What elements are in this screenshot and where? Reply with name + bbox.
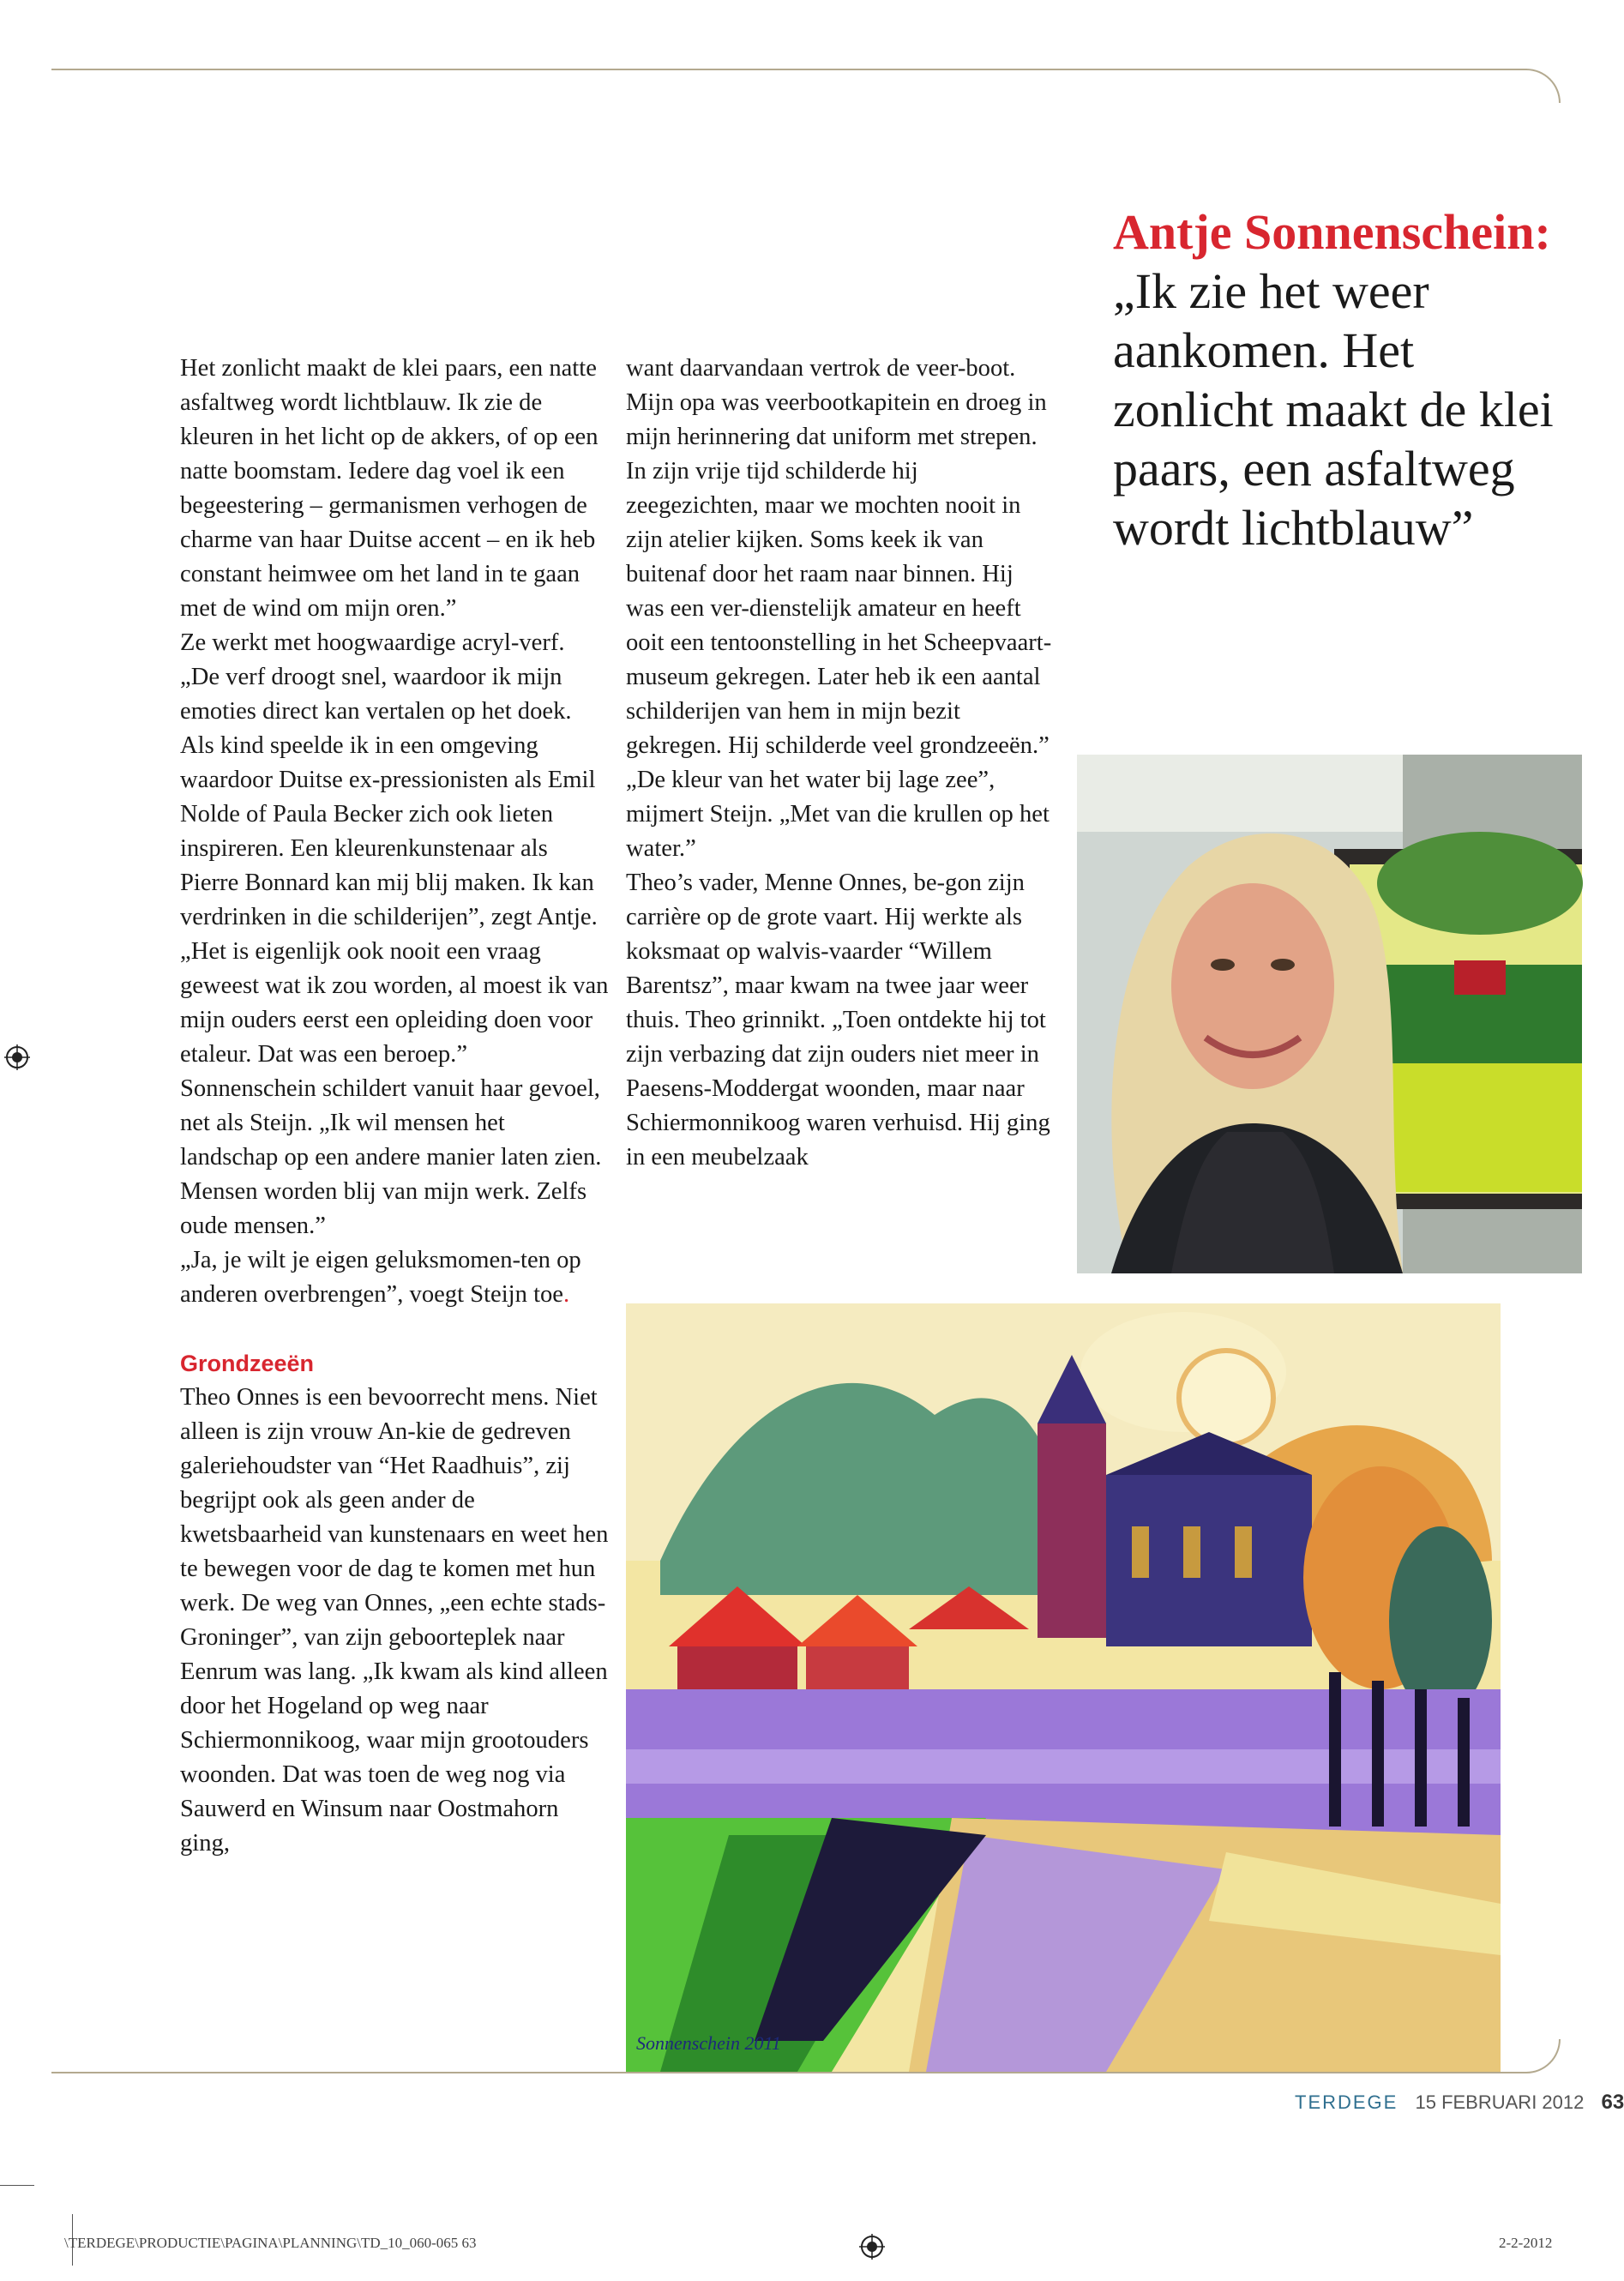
paragraph: Theo Onnes is een bevoorrecht mens. Niet alleen is zijn vrouw An-kie de gedreven galeriehoudster van “Het Raadhuis”, zij begrijpt ook als geen ander de kwetsbaarheid van kunstenaars en weet hen te bewegen voor de dag te komen met hun werk. De weg van Onnes, „een echte stads-Groninger”, van zijn geboorteplek naar Eenrum was lang. „Ik kwam als kind alleen door het Hogeland op weg naar Schiermonnikoog, waar mijn grootouders woonden. Dat was toen de weg nog via Sauwerd en Winsum naar Oostmahorn ging, [180, 1384, 609, 1857]
paragraph [180, 1243, 609, 1312]
pull-quote [1113, 202, 1576, 557]
paragraph: Theo’s vader, Menne Onnes, be-gon zijn carrière op de grote vaart. Hij werkte als koksmaat op walvis-vaarder “Willem Barentsz”, maar kwam na twee jaar weer thuis. Theo grinnikt. „Toen ontdekte hij tot zijn verbazing dat zijn ouders niet meer in Paesens-Moddergat woonden, maar naar Schiermonnikoog waren verhuisd. Hij ging in een meubelzaak [626, 870, 1050, 1171]
crop-mark [0, 2185, 34, 2186]
portrait-photo [1077, 755, 1582, 1273]
print-slug-path: \TERDEGE\PRODUCTIE\PAGINA\PLANNING\TD_10_060-065 63 [64, 2235, 477, 2251]
issue-date: 15 FEBRUARI 2012 [1415, 2091, 1585, 2113]
paragraph: want daarvandaan vertrok de veer-boot. Mijn opa was veerbootkapitein en droeg in mijn herinnering dat uniform met strepen. In zijn vrije tijd schilderde hij zeegezichten, maar we mochten nooit in zijn atelier kijken. Soms keek ik van buitenaf door het raam naar binnen. Hij was een ver-dienstelijk amateur en heeft ooit een tentoonstelling in het Scheepvaart-museum gekregen. Later heb ik een aantal schilderijen van hem in mijn bezit gekregen. Hij schilderde veel grondzeeën.” [626, 355, 1052, 759]
section-subhead: Grondzeeën [180, 1351, 315, 1376]
registration-mark-icon [4, 1044, 30, 1070]
paragraph: „De kleur van het water bij lage zee”, mijmert Steijn. „Met van die krullen op het water.” [626, 767, 1050, 862]
registration-mark-icon [859, 2234, 885, 2260]
painting-signature: Sonnenschein 2011 [636, 2032, 781, 2054]
top-frame-rule [51, 69, 1561, 103]
paragraph: Sonnenschein schildert vanuit haar gevoel, net als Steijn. „Ik wil mensen het landschap op een andere manier laten zien. Mensen worden blij van mijn werk. Zelfs oude mensen.” [180, 1075, 602, 1239]
paragraph: Het zonlicht maakt de klei paars, een natte asfaltweg wordt lichtblauw. Ik zie de kleuren in het licht op de akkers, of op een natte boomstam. Iedere dag voel ik een begeestering – germanismen verhogen de charme van haar Duitse accent – en ik heb constant heimwee om het land in te gaan met de wind om mijn oren.” [180, 355, 598, 622]
pull-quote-text: „Ik zie het weer aankomen. Het zonlicht maakt de klei paars, een asfaltweg wordt lichtblauw” [1113, 263, 1554, 556]
page-number: 63 [1601, 2091, 1624, 2114]
print-slug-date: 2-2-2012 [1499, 2235, 1553, 2251]
pull-quote-name: Antje Sonnenschein: [1113, 204, 1551, 260]
end-mark: . [563, 1281, 570, 1308]
magazine-name: TERDEGE [1295, 2091, 1398, 2113]
painting-illustration [626, 1303, 1501, 2072]
paragraph: Ze werkt met hoogwaardige acryl-verf. „De verf droogt snel, waardoor ik mijn emoties direct kan vertalen op het doek. Als kind speelde ik in een omgeving waardoor Duitse ex-pressionisten als Emil Nolde of Paula Becker zich ook lieten inspireren. Een kleurenkunstenaar als Pierre Bonnard kan mij blij maken. Ik kan verdrinken in die schilderijen”, zegt Antje. „Het is eigenlijk ook nooit een vraag geweest wat ik zou worden, al moest ik van mijn ouders eerst een opleiding doen voor etaleur. Dat was een beroep.” [180, 629, 609, 1068]
article-column-1 [180, 352, 609, 1861]
page-footer [1295, 2091, 1624, 2115]
paragraph-text: „Ja, je wilt je eigen geluksmomen-ten op anderen overbrengen”, voegt Steijn toe [180, 1247, 581, 1308]
portrait-illustration [1077, 755, 1582, 1273]
article-column-2 [626, 352, 1055, 1175]
landscape-painting [626, 1303, 1501, 2072]
